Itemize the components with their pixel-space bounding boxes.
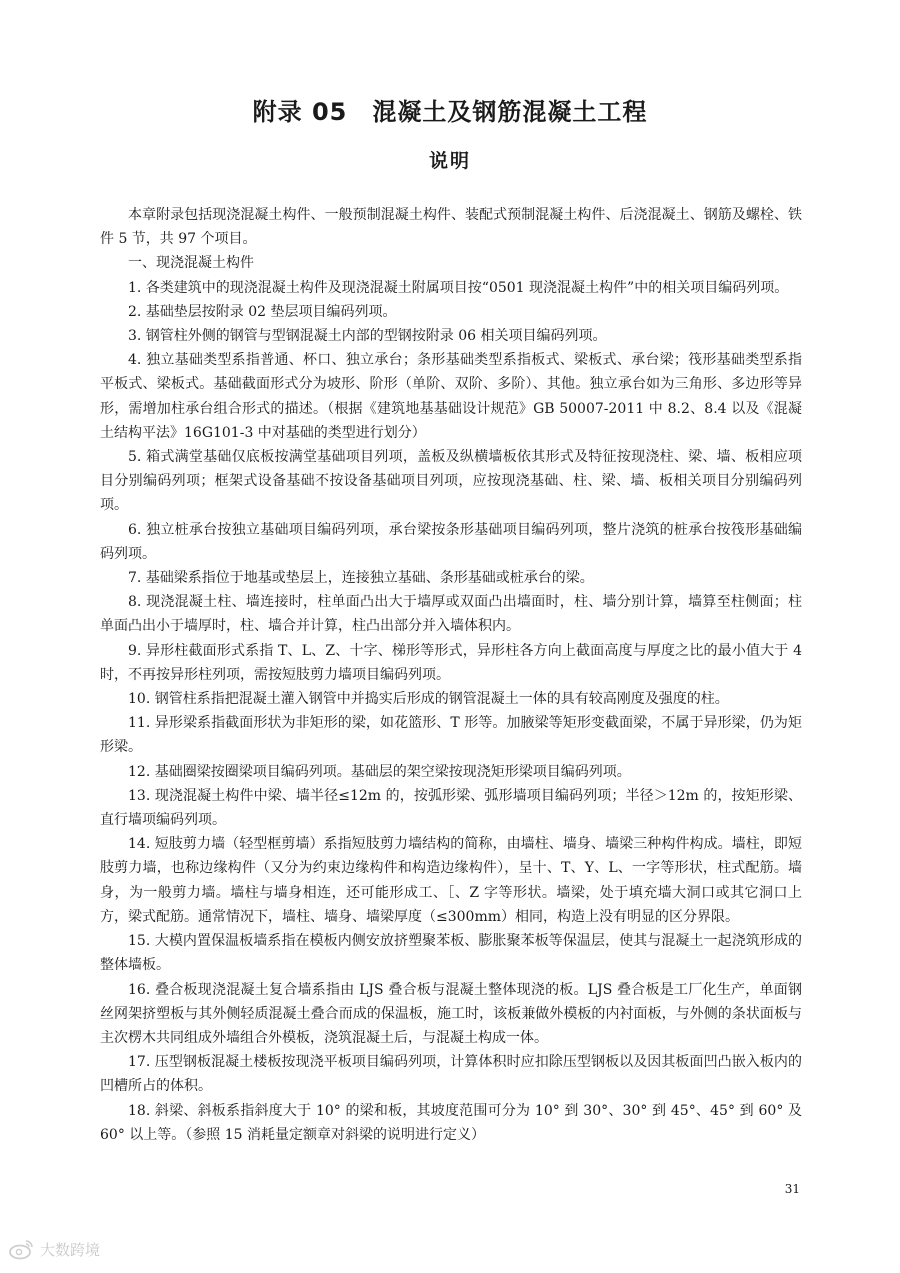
paragraph: 6. 独立桩承台按独立基础项目编码列项，承台梁按条形基础项目编码列项，整片浇筑的桩承台按筏形基础编码列项。 bbox=[100, 521, 802, 562]
paragraph: 15. 大模内置保温板墙系指在模板内侧安放挤塑聚苯板、膨胀聚苯板等保温层，使其与混凝土一起浇筑形成的整体墙板。 bbox=[100, 933, 802, 974]
document-body bbox=[100, 203, 802, 1147]
paragraph: 5. 箱式满堂基础仅底板按满堂基础项目列项，盖板及纵横墙板依其形式及特征按现浇柱、梁、墙、板相应项目分别编码列项；框架式设备基础不按设备基础项目列项，应按现浇基础、柱、梁、墙、板相关项目分别编码列项。 bbox=[100, 449, 802, 514]
paragraph: 2. 基础垫层按附录 02 垫层项目编码列项。 bbox=[128, 303, 397, 320]
paragraph: 16. 叠合板现浇混凝土复合墙系指由 LJS 叠合板与混凝土整体现浇的板。LJS 叠合板是工厂化生产，单面钢丝网架挤塑板与其外侧轻质混凝土叠合而成的保温板，施工时，该板兼做外模板的内衬面板，与外侧的条状面板与主次楞木共同组成外墙组合外模板，浇筑混凝土后，与混凝土构成一体。 bbox=[100, 981, 802, 1046]
paragraph: 7. 基础梁系指位于地基或垫层上，连接独立基础、条形基础或桩承台的梁。 bbox=[128, 570, 594, 587]
paragraph: 本章附录包括现浇混凝土构件、一般预制混凝土构件、装配式预制混凝土构件、后浇混凝土、钢筋及螺栓、铁件 5 节，共 97 个项目。 bbox=[100, 207, 802, 248]
section-heading: 一、现浇混凝土构件 bbox=[128, 255, 254, 272]
paragraph: 18. 斜梁、斜板系指斜度大于 10° 的梁和板，其坡度范围可分为 10° 到 30°、30° 到 45°、45° 到 60° 及 60° 以上等。（参照 15 消耗量定额章对斜梁的说明进行定义） bbox=[100, 1102, 802, 1143]
paragraph: 4. 独立基础类型系指普通、杯口、独立承台；条形基础类型系指板式、梁板式、承台梁；筏形基础类型系指平板式、梁板式。基础截面形式分为坡形、阶形（单阶、双阶、多阶）、其他。独立承台如为三角形、多边形等异形，需增加柱承台组合形式的描述。（根据《建筑地基基础设计规范》GB 50007-2011 中 8.2、8.4 以及《混凝土结构平法》16G101-3 中对基础的类型进行划分） bbox=[100, 352, 802, 441]
paragraph: 10. 钢管柱系指把混凝土灌入钢管中并捣实后形成的钢管混凝土一体的具有较高刚度及强度的柱。 bbox=[128, 691, 729, 708]
paragraph: 1. 各类建筑中的现浇混凝土构件及现浇混凝土附属项目按“0501 现浇混凝土构件”中的相关项目编码列项。 bbox=[128, 279, 789, 296]
paragraph: 11. 异形梁系指截面形状为非矩形的梁，如花篮形、T 形等。加腋梁等矩形变截面梁，不属于异形梁，仍为矩形梁。 bbox=[100, 715, 802, 756]
weibo-logo-icon bbox=[8, 1238, 34, 1260]
paragraph: 9. 异形柱截面形式系指 T、L、Z、十字、梯形等形式，异形柱各方向上截面高度与厚度之比的最小值大于 4 时，不再按异形柱列项，需按短肢剪力墙项目编码列项。 bbox=[100, 642, 802, 683]
watermark-text: 大数跨境 bbox=[40, 1240, 101, 1259]
page-number: 31 bbox=[784, 1182, 800, 1196]
paragraph: 14. 短肢剪力墙（轻型框剪墙）系指短肢剪力墙结构的简称，由墙柱、墙身、墙梁三种构件构成。墙柱，即短肢剪力墙，也称边缘构件（又分为约束边缘构件和构造边缘构件），呈十、T、Y、L、一字等形状，柱式配筋。墙身，为一般剪力墙。墙柱与墙身相连，还可能形成工、［、Z 字等形状。墙梁，处于填充墙大洞口或其它洞口上方，梁式配筋。通常情况下，墙柱、墙身、墙梁厚度（≤300mm）相同，构造上没有明显的区分界限。 bbox=[100, 836, 802, 925]
paragraph: 13. 现浇混凝土构件中梁、墙半径≤12m 的，按弧形梁、弧形墙项目编码列项；半径＞12m 的，按矩形梁、直行墙项编码列项。 bbox=[100, 787, 802, 829]
section-subtitle: 说明 bbox=[428, 150, 471, 172]
paragraph: 8. 现浇混凝土柱、墙连接时，柱单面凸出大于墙厚或双面凸出墙面时，柱、墙分别计算，墙算至柱侧面；柱单面凸出小于墙厚时，柱、墙合并计算，柱凸出部分并入墙体积内。 bbox=[100, 594, 802, 635]
paragraph: 17. 压型钢板混凝土楼板按现浇平板项目编码列项，计算体积时应扣除压型钢板以及因其板面凹凸嵌入板内的凹槽所占的体积。 bbox=[100, 1054, 802, 1095]
paragraph: 3. 钢管柱外侧的钢管与型钢混凝土内部的型钢按附录 06 相关项目编码列项。 bbox=[128, 328, 607, 345]
paragraph: 12. 基础圈梁按圈梁项目编码列项。基础层的架空梁按现浇矩形梁项目编码列项。 bbox=[128, 763, 631, 780]
page-title: 附录 05 混凝土及钢筋混凝土工程 bbox=[252, 98, 648, 126]
watermark bbox=[8, 1238, 100, 1260]
